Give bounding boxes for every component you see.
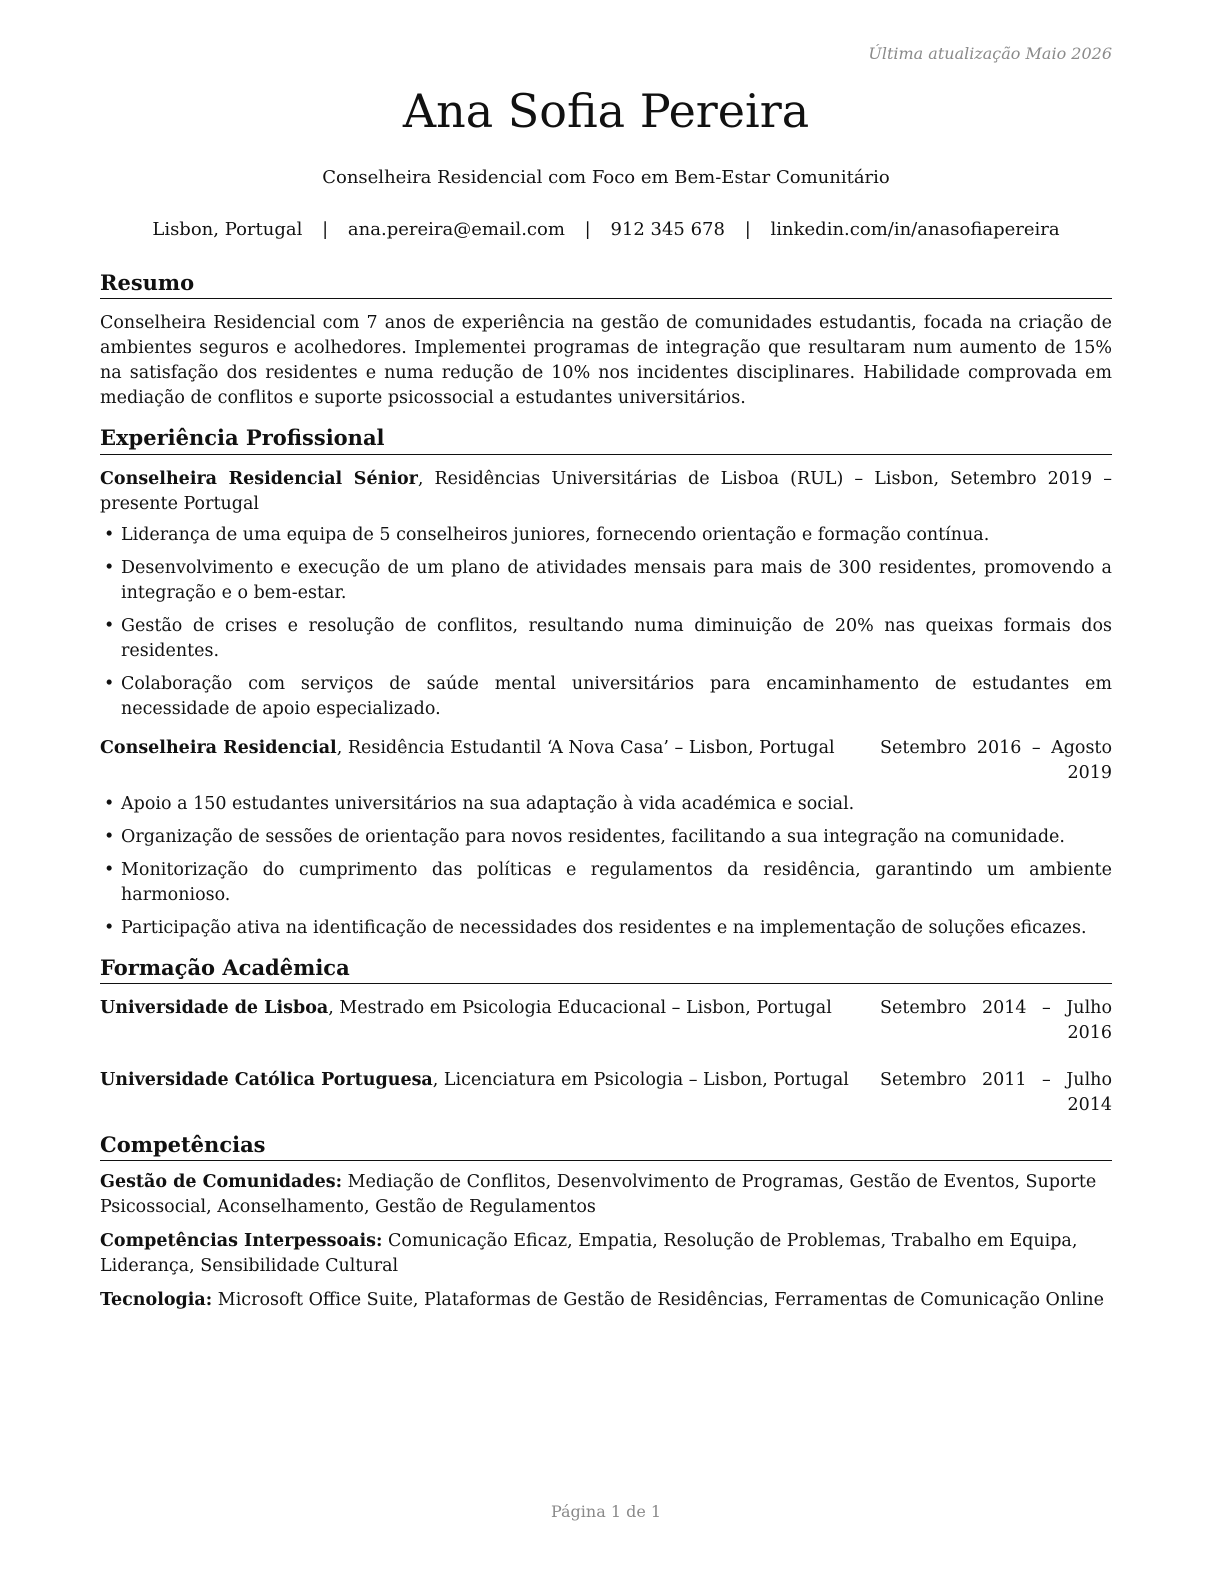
resume-page (100, 0, 1112, 1584)
bullet-item (100, 672, 1112, 722)
summary-section (100, 270, 1112, 411)
bullet-text: Gestão de crises e resolução de conflitos, resultando numa diminuição de 20% nas queixas formais dos residentes. (121, 615, 1112, 661)
education-school: Universidade Católica Portuguesa (100, 1069, 433, 1090)
bullet-item (100, 916, 1112, 941)
education-entry (100, 996, 1112, 1046)
job-bullets (100, 792, 1112, 941)
education-header (100, 1068, 880, 1093)
skill-group-label: Gestão de Comunidades: (100, 1172, 343, 1192)
skill-group (100, 1170, 1112, 1220)
bullet-text: Liderança de uma equipa de 5 conselheiros juniores, fornecendo orientação e formação contínua. (121, 524, 990, 545)
page-number: Página 1 de 1 (550, 1502, 662, 1521)
skill-group-label: Tecnologia: (100, 1290, 213, 1310)
job-role: Conselheira Residencial Sénior (100, 468, 418, 489)
bullet-item (100, 614, 1112, 664)
job-org: , Residências Universitárias de Lisboa (RUL) – Lisbon, Setembro 2019 – presente Portugal (100, 468, 1112, 514)
spacer (100, 1046, 1112, 1056)
bullet-icon: • (104, 917, 115, 938)
bullet-icon: • (104, 793, 115, 814)
contact-separator: | (322, 219, 329, 240)
job-header (100, 467, 1112, 517)
section-title-summary: Resumo (100, 270, 1112, 299)
bullet-text: Desenvolvimento e execução de um plano de atividades mensais para mais de 300 residentes, promovendo a integração e o bem-estar. (121, 557, 1112, 603)
bullet-icon: • (104, 673, 115, 694)
section-title-education: Formação Acadêmica (100, 955, 1112, 984)
last-updated: Última atualização Maio 2026 (868, 44, 1112, 63)
job-dates: Setembro 2016 – Agosto 2019 (880, 737, 1112, 783)
bullet-text: Colaboração com serviços de saúde mental universitários para encaminhamento de estudantes em necessidade de apoio especializado. (121, 673, 1112, 719)
bullet-icon: • (104, 524, 115, 545)
job-entry (100, 467, 1112, 517)
education-detail: , Mestrado em Psicologia Educacional – Lisbon, Portugal (328, 997, 832, 1018)
candidate-headline: Conselheira Residencial com Foco em Bem-Estar Comunitário (322, 167, 890, 188)
job-org: , Residência Estudantil ‘A Nova Casa’ – Lisbon, Portugal (336, 737, 835, 758)
contact-line (100, 219, 1112, 240)
section-title-skills: Competências (100, 1132, 1112, 1161)
bullet-text: Apoio a 150 estudantes universitários na sua adaptação à vida académica e social. (121, 793, 855, 814)
skills-section (100, 1132, 1112, 1313)
bullet-item (100, 792, 1112, 817)
education-entry (100, 1068, 1112, 1118)
candidate-name: Ana Sofia Pereira (402, 84, 810, 138)
summary-text: Conselheira Residencial com 7 anos de experiência na gestão de comunidades estudantis, focada na criação de ambientes seguros e acolhedores. Implementei programas de integração que resultaram num aumento de 15% na satisfação dos residentes e numa redução de 10% nos incidentes disciplinares. Habilidade comprovada em mediação de conflitos e suporte psicossocial a estudantes universitários. (100, 313, 1112, 409)
job-bullets (100, 523, 1112, 722)
education-school: Universidade de Lisboa (100, 997, 329, 1018)
contact-separator: | (744, 219, 751, 240)
skill-group (100, 1229, 1112, 1279)
bullet-item (100, 556, 1112, 606)
skill-group-label: Competências Interpessoais: (100, 1231, 383, 1251)
education-section (100, 955, 1112, 1118)
skill-group-items: Microsoft Office Suite, Plataformas de Gestão de Residências, Ferramentas de Comunicação Online (212, 1290, 1105, 1310)
contact-email[interactable]: ana.pereira@email.com (347, 219, 565, 240)
experience-section (100, 425, 1112, 940)
section-title-experience: Experiência Profissional (100, 425, 1112, 454)
job-header (100, 736, 880, 761)
education-detail: , Licenciatura em Psicologia – Lisbon, Portugal (432, 1069, 849, 1090)
skill-group-items: Mediação de Conflitos, Desenvolvimento de Programas, Gestão de Eventos, Suporte Psicossocial, Aconselhamento, Gestão de Regulamentos (100, 1172, 1097, 1217)
bullet-icon: • (104, 557, 115, 578)
education-dates: Setembro 2011 – Julho 2014 (880, 1069, 1112, 1115)
bullet-item (100, 825, 1112, 850)
contact-separator: | (584, 219, 591, 240)
bullet-icon: • (104, 826, 115, 847)
contact-linkedin[interactable]: linkedin.com/in/anasofiapereira (770, 219, 1060, 240)
education-dates: Setembro 2014 – Julho 2016 (880, 997, 1112, 1043)
resume-body (100, 270, 1112, 1327)
skill-group-items: Comunicação Eficaz, Empatia, Resolução de Problemas, Trabalho em Equipa, Liderança, Sensibilidade Cultural (100, 1231, 1078, 1276)
contact-phone: 912 345 678 (610, 219, 725, 240)
bullet-text: Monitorização do cumprimento das políticas e regulamentos da residência, garantindo um ambiente harmonioso. (121, 859, 1112, 905)
job-role: Conselheira Residencial (100, 737, 337, 758)
contact-location: Lisbon, Portugal (152, 219, 303, 240)
bullet-icon: • (104, 859, 115, 880)
bullet-item (100, 523, 1112, 548)
education-header (100, 996, 880, 1021)
bullet-text: Organização de sessões de orientação para novos residentes, facilitando a sua integração na comunidade. (121, 826, 1065, 847)
bullet-item (100, 858, 1112, 908)
job-entry (100, 736, 1112, 786)
skill-group (100, 1288, 1112, 1313)
bullet-text: Participação ativa na identificação de necessidades dos residentes e na implementação de soluções eficazes. (121, 917, 1087, 938)
bullet-icon: • (104, 615, 115, 636)
